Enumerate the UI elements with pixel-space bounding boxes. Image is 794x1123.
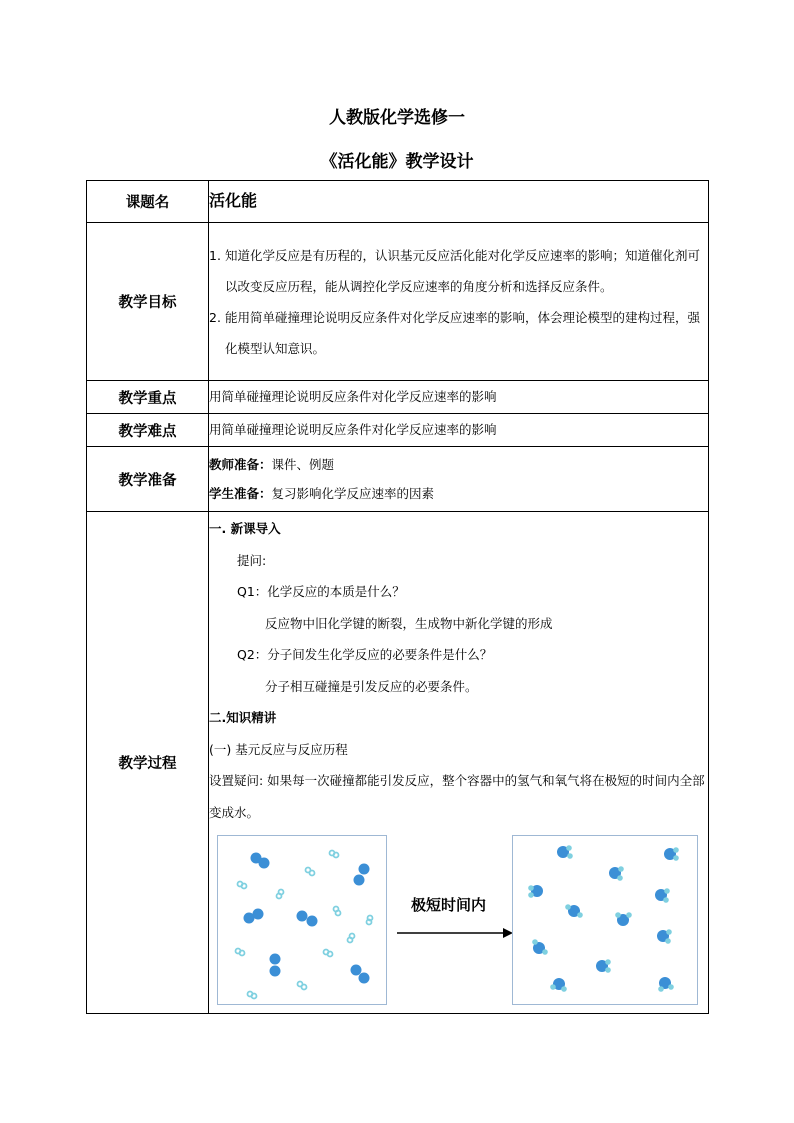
student-preparation: 学生准备：复习影响化学反应速率的因素	[209, 486, 435, 501]
difficulties-value: 用简单碰撞理论说明反应条件对化学反应速率的影响	[209, 414, 709, 447]
answer-a2: 分子相互碰撞是引发反应的必要条件。	[265, 678, 478, 694]
document-title: 人教版化学选修一	[329, 108, 465, 128]
subsection-heading: (一) 基元反应与反应历程	[209, 741, 348, 757]
goal-item-2	[209, 302, 708, 364]
answer-a1: 反应物中旧化学键的断裂，生成物中新化学键的形成	[265, 615, 553, 631]
lesson-plan-table	[86, 180, 709, 1014]
key-points-value: 用简单碰撞理论说明反应条件对化学反应速率的影响	[209, 381, 709, 414]
reactants-container	[217, 835, 387, 1005]
section-heading: 二.知识精讲	[209, 710, 277, 725]
water-molecules	[513, 836, 699, 1006]
label-preparation: 教学准备	[87, 447, 209, 512]
section-heading: 一. 新课导入	[209, 521, 281, 536]
question-q1: Q1：化学反应的本质是什么？	[237, 584, 405, 599]
goal-number: 1.	[209, 247, 221, 263]
label-process: 教学过程	[87, 512, 209, 1014]
label-topic: 课题名	[87, 181, 209, 223]
reactant-molecules	[218, 836, 388, 1006]
goal-text: 知道化学反应是有历程的，认识基元反应活化能对化学反应速率的影响；知道催化剂可以改变反应历程，能从调控化学反应速率的角度分析和选择反应条件。	[225, 247, 701, 294]
goal-text: 能用简单碰撞理论说明反应条件对化学反应速率的影响，体会理论模型的建构过程，强化模型认知意识。	[225, 309, 701, 356]
label-key-points: 教学重点	[87, 381, 209, 414]
row-goals	[87, 223, 709, 381]
teacher-preparation: 教师准备：课件、例题	[209, 457, 335, 472]
row-preparation	[87, 447, 709, 512]
ask-text: 提问:	[237, 552, 267, 568]
reaction-figure	[217, 835, 708, 1013]
hydrogen-molecules	[236, 851, 373, 999]
row-key-points	[87, 381, 709, 414]
products-container	[512, 835, 698, 1005]
row-process	[87, 512, 709, 1014]
document-subtitle: 《活化能》教学设计	[320, 152, 474, 172]
row-difficulties	[87, 414, 709, 447]
goal-number: 2.	[209, 309, 221, 325]
label-goals: 教学目标	[87, 223, 209, 381]
question-text: 设置疑问: 如果每一次碰撞都能引发反应，整个容器中的氢气和氧气将在极短的时间内全部变成水。	[209, 773, 705, 820]
arrow-label: 极短时间内	[411, 897, 487, 914]
topic-value: 活化能	[209, 191, 258, 210]
row-topic	[87, 181, 709, 223]
goal-item-1	[209, 240, 708, 302]
question-q2: Q2：分子间发生化学反应的必要条件是什么？	[237, 647, 493, 662]
label-difficulties: 教学难点	[87, 414, 209, 447]
